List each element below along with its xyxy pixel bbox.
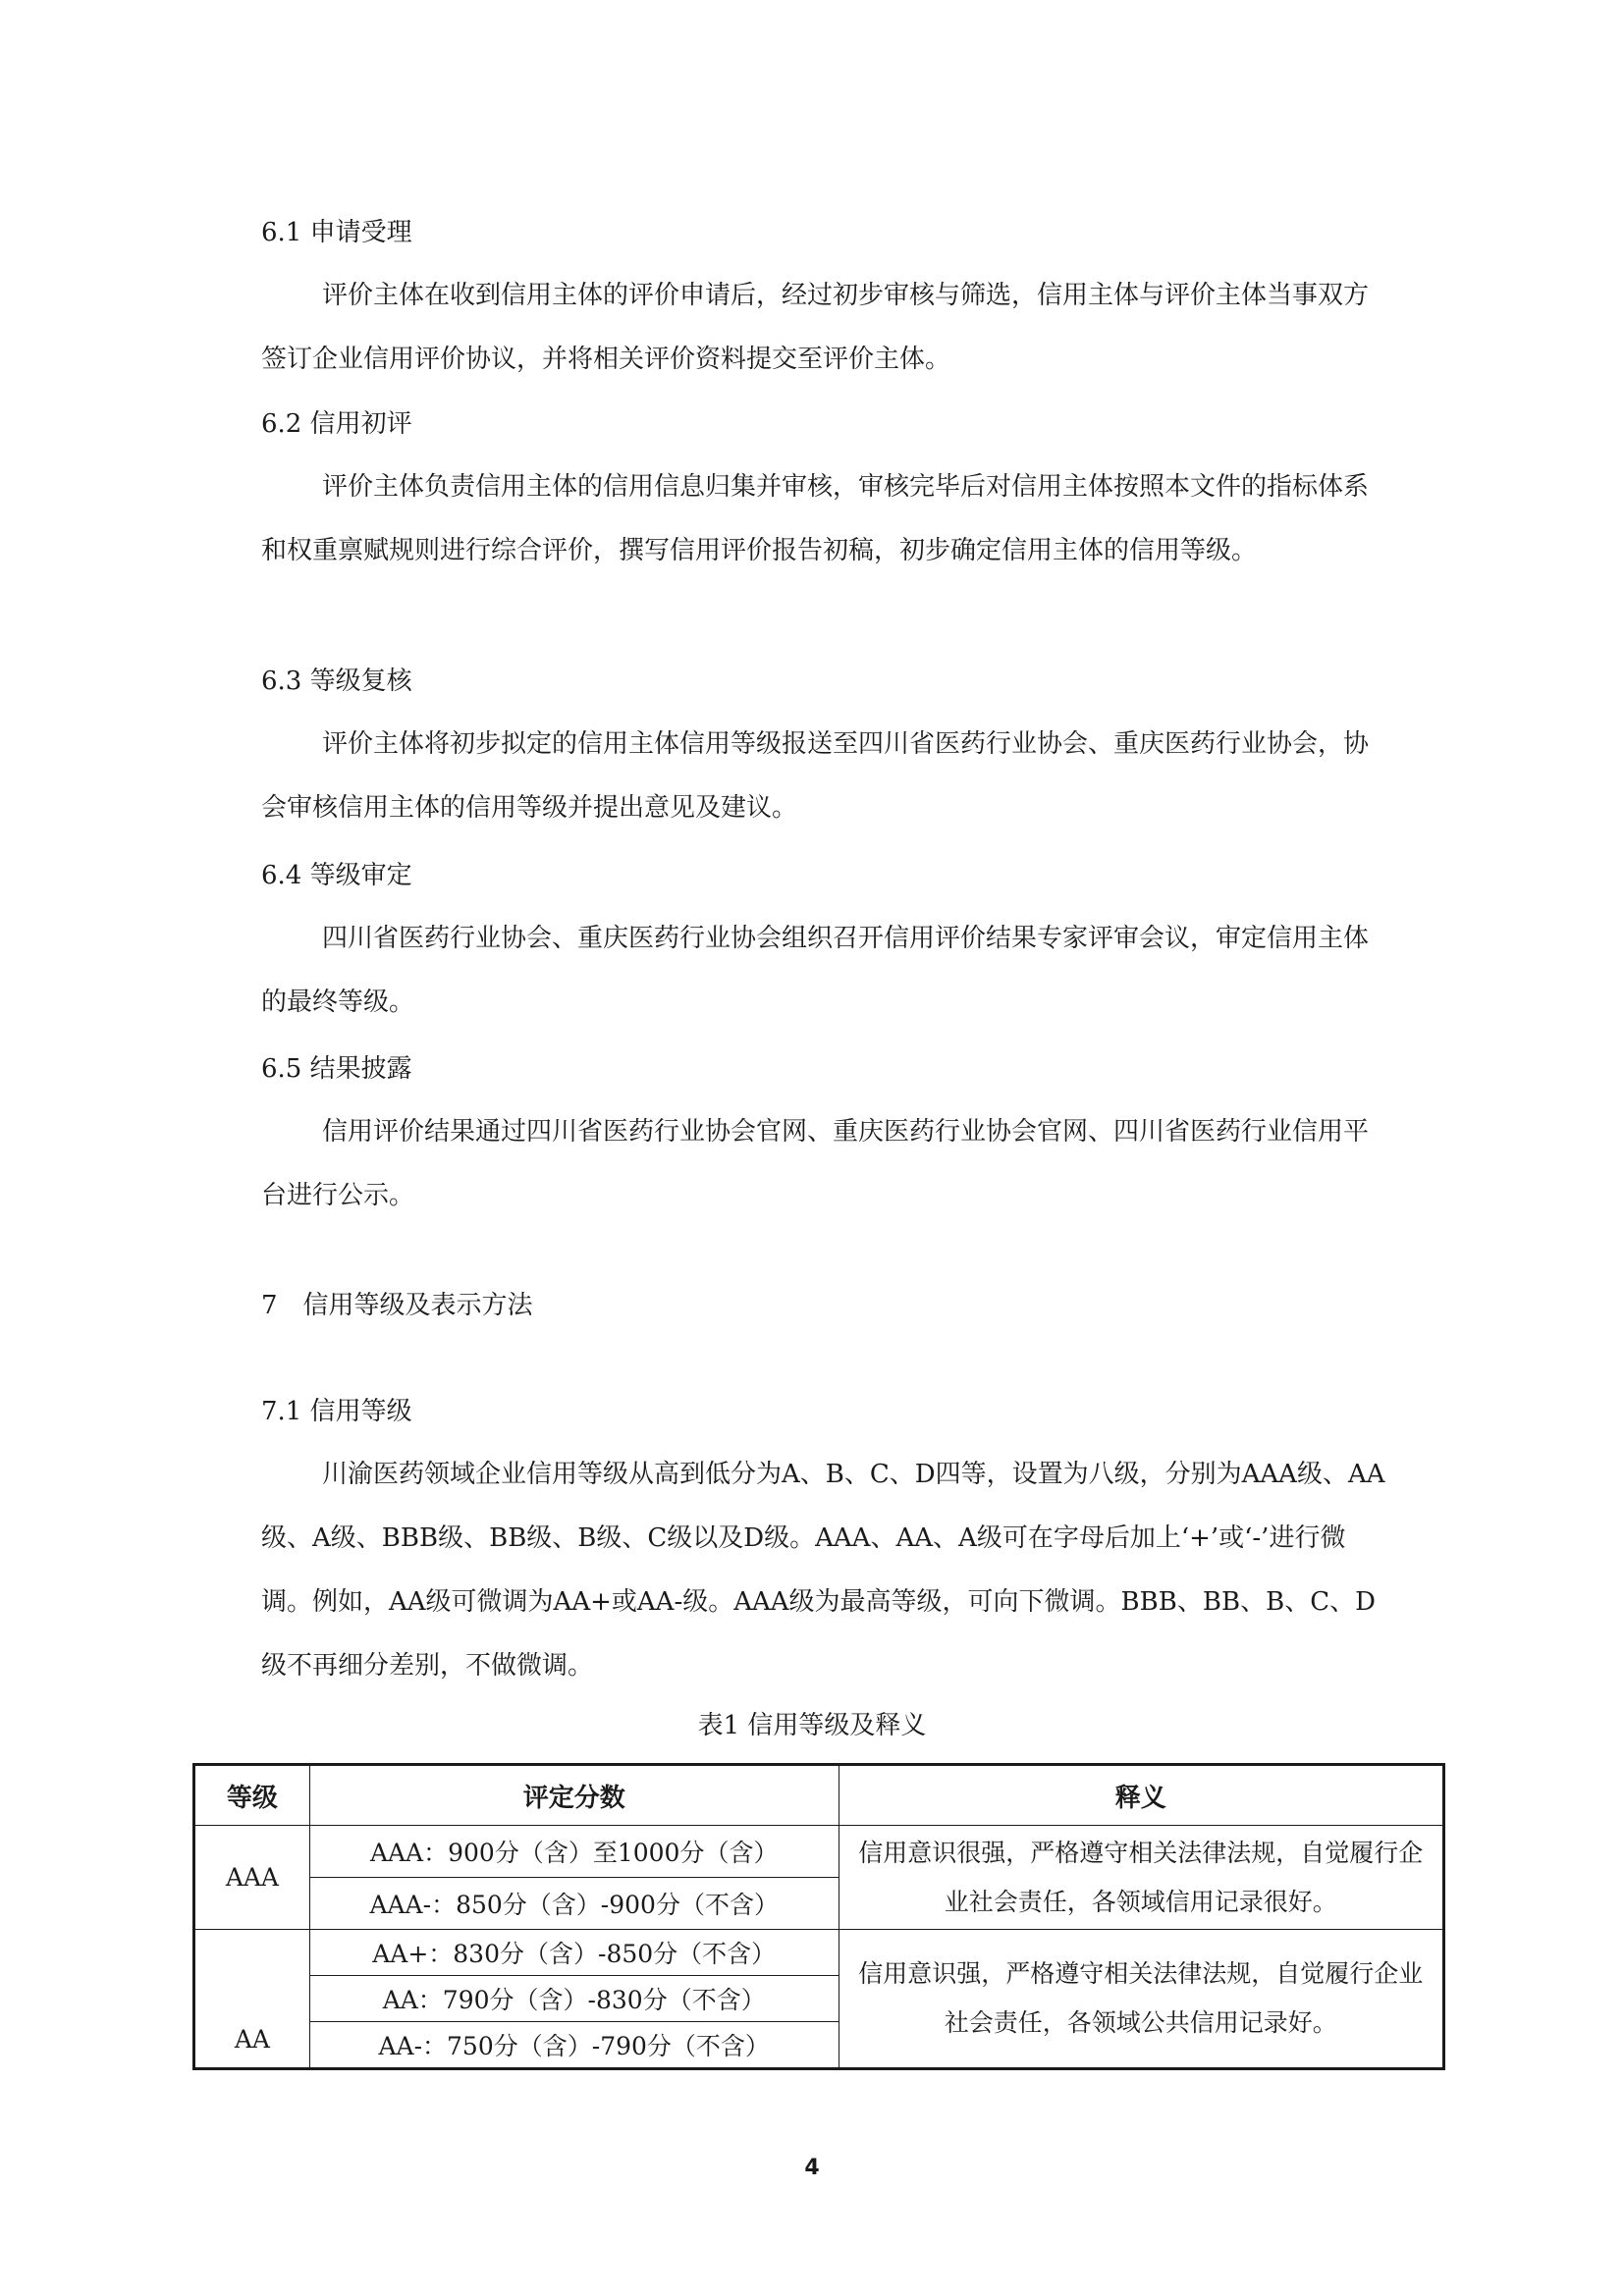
score-cell: AAA：900分（含）至1000分（含）: [309, 1826, 839, 1878]
table-row: [194, 1826, 1444, 1878]
section-heading-6-2: 6.2 信用初评: [261, 409, 412, 439]
page-number: 4: [804, 2156, 820, 2180]
meaning-cell-aa: 信用意识强，严格遵守相关法律法规，自觉履行企业社会责任，各领域公共信用记录好。: [839, 1930, 1443, 2069]
section-text-6-1: [261, 264, 1390, 392]
paragraph-text: 评价主体将初步拟定的信用主体信用等级报送至四川省医药行业协会、重庆医药行业协会，协会审核信用主体的信用等级并提出意见及建议。: [261, 729, 1370, 823]
paragraph-text: 川渝医药领域企业信用等级从高到低分为A、B、C、D四等，设置为八级，分别为AAA级、AA级、A级、BBB级、BB级、B级、C级以及D级。AAA、AA、A级可在字母后加上‘+’或‘-’进行微调。例如，AA级可微调为AA+或AA-级。AAA级为最高等级，可向下微调。BBB、BB、B、C、D级不再细分差别，不做微调。: [261, 1460, 1385, 1681]
table-row: [194, 1930, 1444, 1976]
meaning-cell-aaa: 信用意识很强，严格遵守相关法律法规，自觉履行企业社会责任，各领域信用记录很好。: [839, 1826, 1443, 1930]
section-heading-6-4: 6.4 等级审定: [261, 861, 412, 890]
table-caption: 表1 信用等级及释义: [697, 1711, 927, 1740]
score-cell: AAA-：850分（含）-900分（不含）: [309, 1878, 839, 1930]
section-text-6-5: [261, 1100, 1390, 1228]
paragraph-text: 评价主体在收到信用主体的评价申请后，经过初步审核与筛选，信用主体与评价主体当事双方签订企业信用评价协议，并将相关评价资料提交至评价主体。: [261, 281, 1370, 374]
paragraph-text: 评价主体负责信用主体的信用信息归集并审核，审核完毕后对信用主体按照本文件的指标体系和权重禀赋规则进行综合评价，撰写信用评价报告初稿，初步确定信用主体的信用等级。: [261, 472, 1370, 565]
header-meaning: 释义: [839, 1765, 1443, 1826]
section-text-6-2: [261, 455, 1390, 583]
section-text-6-3: [261, 713, 1390, 840]
section-heading-6-3: 6.3 等级复核: [261, 667, 412, 696]
grade-cell-aa: AA: [194, 1930, 310, 2069]
table-header-row: [194, 1765, 1444, 1826]
section-text-6-4: [261, 907, 1390, 1035]
credit-grade-table: [192, 1763, 1445, 2070]
section-heading-7-1: 7.1 信用等级: [261, 1397, 412, 1426]
score-cell: AA+：830分（含）-850分（不含）: [309, 1930, 839, 1976]
score-cell: AA：790分（含）-830分（不含）: [309, 1976, 839, 2022]
paragraph-text: 信用评价结果通过四川省医药行业协会官网、重庆医药行业协会官网、四川省医药行业信用平台进行公示。: [261, 1117, 1370, 1210]
chapter-heading-7: 7 信用等级及表示方法: [261, 1291, 533, 1320]
section-heading-6-5: 6.5 结果披露: [261, 1054, 412, 1084]
paragraph-text: 四川省医药行业协会、重庆医药行业协会组织召开信用评价结果专家评审会议，审定信用主体的最终等级。: [261, 924, 1370, 1017]
header-score: 评定分数: [309, 1765, 839, 1826]
grade-cell-aaa: AAA: [194, 1826, 310, 1930]
header-grade: 等级: [194, 1765, 310, 1826]
score-cell: AA-：750分（含）-790分（不含）: [309, 2022, 839, 2069]
section-text-7-1: [261, 1443, 1390, 1698]
section-heading-6-1: 6.1 申请受理: [261, 218, 412, 247]
